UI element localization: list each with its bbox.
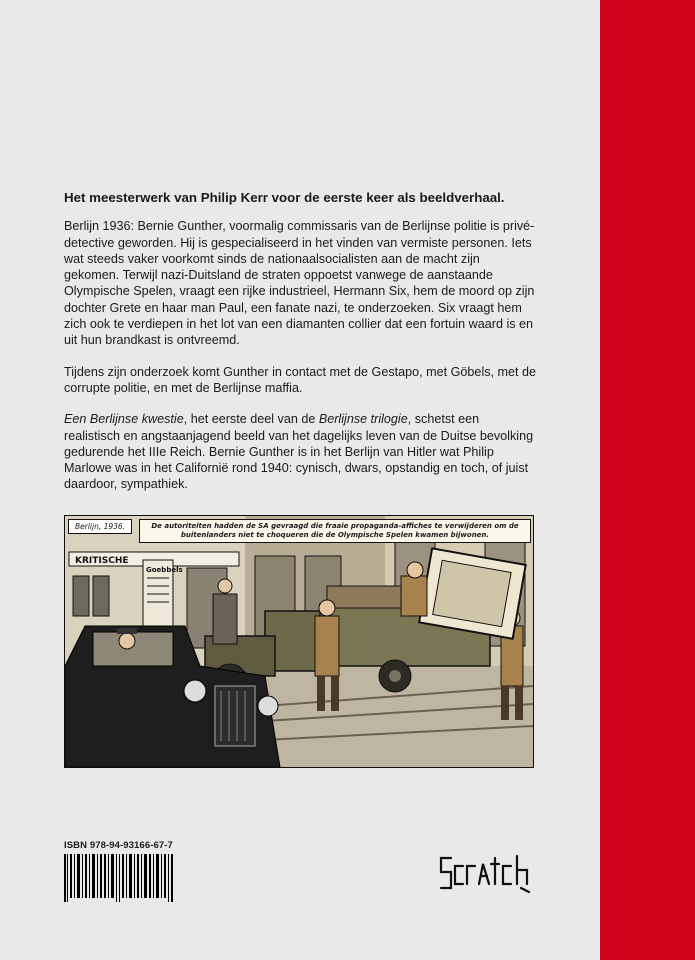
- narration-caption: De autoriteiten hadden de SA gevraagd die fraaie propaganda-affiches te verwijderen om de buitenlanders niet te choqueren die de Olympische Spelen kwamen bijwonen.: [139, 519, 531, 543]
- barcode: [64, 854, 176, 902]
- headline: Het meesterwerk van Philip Kerr voor de eerste keer als beeldverhaal.: [64, 190, 505, 205]
- comic-panel: [64, 515, 534, 768]
- para3-text-a: , het eerste deel van de: [183, 412, 319, 427]
- red-spine-band: [600, 0, 695, 960]
- book-title: Een Berlijnse kwestie: [64, 412, 184, 427]
- series-title: Berlijnse trilogie: [318, 412, 408, 427]
- poster-text: Goebbels: [146, 566, 183, 574]
- back-cover-blurb: [64, 190, 538, 508]
- para3-text-b: , schetst een realistisch en angstaanjagend beeld van het dagelijks leven van de Duitse bevolking gedurende het IIIe Reich. Bernie Gunther is in het Berlijn van Hitler wat Philip Marlowe was in het Californië rond 1940: cynisch, dwars, opstandig en toch, of juist daardoor, sympathiek.: [64, 412, 534, 492]
- isbn-label: ISBN 978-94-93166-67-7: [64, 840, 173, 851]
- synopsis-paragraph-2: Tijdens zijn onderzoek komt Gunther in contact met de Gestapo, met Göbels, met de corrupte politie, en met de Berlijnse maffia.: [64, 364, 537, 395]
- publisher-logo: [437, 852, 533, 898]
- shop-sign-text: KRITISCHE: [75, 556, 129, 566]
- place-caption: Berlijn, 1936.: [68, 519, 132, 534]
- synopsis-paragraph-1: Berlijn 1936: Bernie Gunther, voormalig commissaris van de Berlijnse politie is privé-detective geworden. Hij is gespecialiseerd in het vinden van vermiste personen. Iets wat steeds vaker voorkomt sinds de nationaalsocialisten aan de macht zijn gekomen. Terwijl nazi-Duitsland de straten oppoetst vanwege de aanstaande Olympische Spelen, vraagt een rijke industrieel, Hermann Six, hem de moord op zijn dochter Grete en haar man Paul, een fanate nazi, te onderzoeken. Six vraagt hem zich ook te verdiepen in het lot van een diamanten collier dat een fortuin waard is en uit hun brandkast is ontvreemd.: [64, 219, 535, 348]
- comic-panel-illustration: [65, 516, 533, 767]
- synopsis-paragraph-3: [64, 411, 538, 492]
